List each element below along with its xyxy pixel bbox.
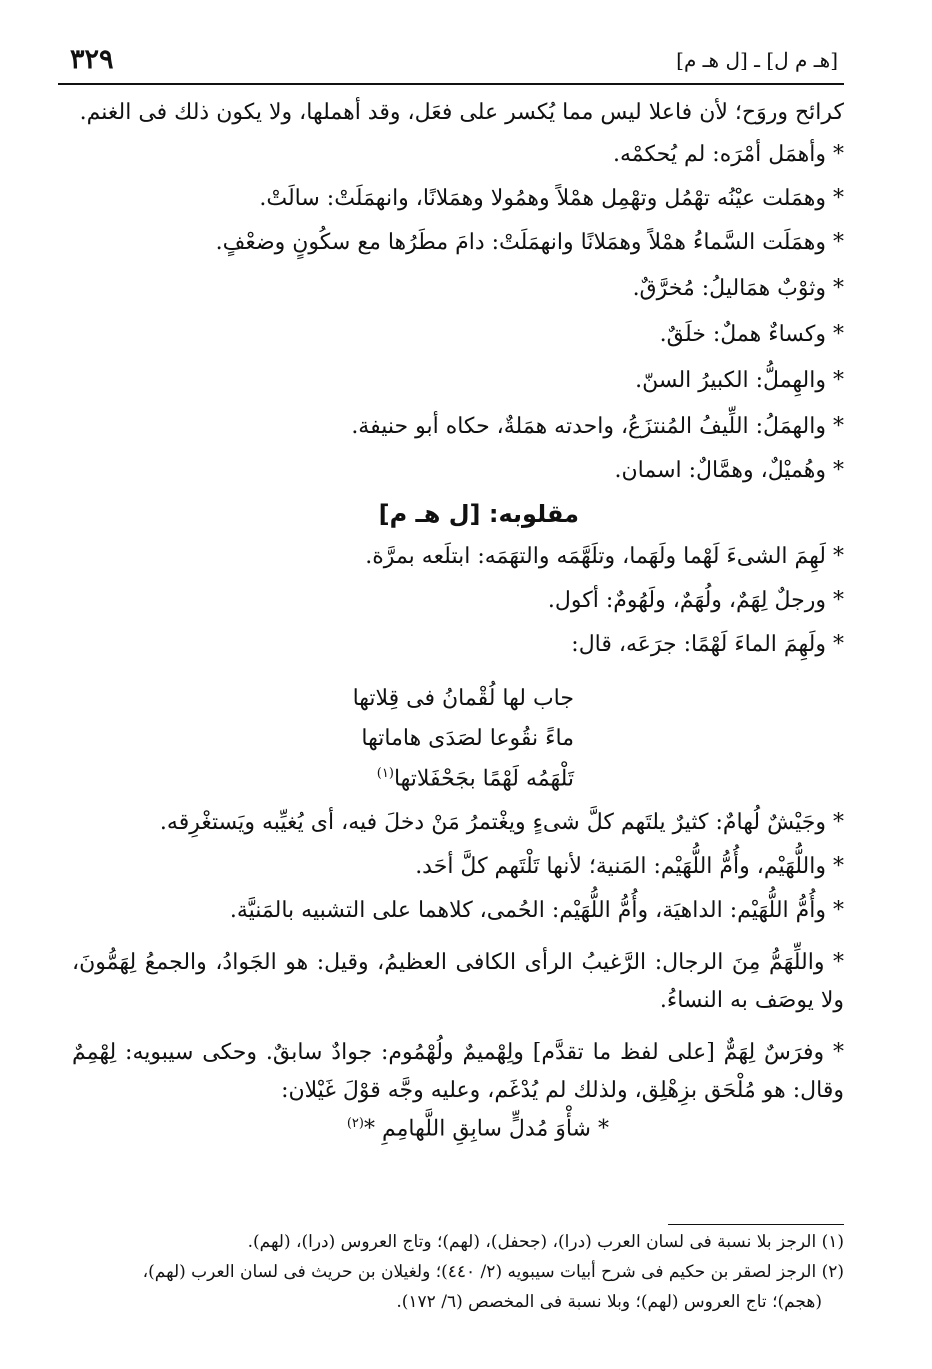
header-rule [58, 83, 844, 85]
footnotes [60, 1232, 844, 1322]
verse-text: تَلْهَمُه لَهْمًا بجَحْفَلاتها [393, 766, 574, 792]
verse-line [72, 766, 574, 810]
verse-line: جاب لها لُقْمانُ فى قِلاتها [352, 686, 574, 711]
footnote-rule [668, 1224, 844, 1225]
page-number: ٣٢٩ [70, 44, 114, 75]
text-line: * وكساءٌ هملٌ: خلَقٌ. [659, 322, 844, 347]
verse-line [72, 1116, 609, 1156]
text-line: * وأُمُّ اللُّهَيْم: الداهيَة، وأُمُّ اللُّهَيْم: الحُمى، كلاهما على التشبيه بالمَنيَّة. [229, 898, 844, 923]
text-line: كرائح وروَح؛ لأن فاعلا ليس مما يُكسر على فعَل، وقد أهملها، ولا يكون ذلك فى الغنم. [79, 100, 844, 125]
text-line: * وهُميْلٌ، وهمَّالٌ: اسمان. [614, 458, 844, 483]
text-line: * ولَهِمَ الماءَ لَهْمًا: جرَعَه، قال: [571, 632, 844, 657]
text-line: * ورجلٌ لِهَمٌ، ولُهَمٌ، ولَهُومٌ: أكول. [547, 588, 844, 613]
footnote: (٢) الرجز لصقر بن حكيم فى شرح أبيات سيبويه (٢/ ٤٤٠)؛ ولغيلان بن حريث فى لسان العرب (لهم)، [142, 1262, 844, 1282]
text-line: * والهِملُّ: الكبيرُ السنّ. [635, 368, 844, 393]
verse-text: * شأْوَ مُدلٍّ سابِقِ اللَّهامِمِ * [363, 1116, 609, 1142]
section-heading: مقلوبه: [ل هـ م] [378, 500, 579, 528]
paragraph: * واللِّهَمُّ مِنَ الرجال: الرَّغيبُ الرأى الكافى العظيمُ، وقيل: هو الجَوادُ، والجمعُ لِهَمُّونَ، ولا يوصَف به النساءُ. [72, 950, 844, 1013]
text-line: * وأهمَل أمْرَه: لم يُحكمْه. [613, 142, 844, 167]
text-line: * وهمَلَت السَّماءُ همْلاً وهمَلانًا وانهمَلَتْ: دامَ مطَرُها مع سكُونٍ وضعْفٍ. [215, 230, 844, 255]
footnote: (١) الرجز بلا نسبة فى لسان العرب (درا)، (جحفل)، (لهم)؛ وتاج العروس (درا)، (لهم). [247, 1232, 844, 1252]
footnote-marker: (١) [376, 766, 394, 781]
page-header [58, 42, 844, 82]
footnote-marker: (٢) [346, 1116, 364, 1131]
text-line: * وجَيْشٌ لُهامٌ: كثيرٌ يلتَهم كلَّ شىءٍ ويغْتمرُ مَنْ دخلَ فيه، أى يُغيِّبه ويَستغْرِقه. [159, 810, 844, 835]
footnote: (هجم)؛ تاج العروس (لهم)؛ وبلا نسبة فى المخصص (٦/ ١٧٢). [396, 1292, 822, 1312]
text-line: * لَهِمَ الشىءَ لَهْما ولَهَما، وتلَهَّمَه والتهَمَه: ابتلَعه بمرَّة. [365, 544, 844, 569]
main-text [72, 100, 844, 1156]
text-line: * واللُّهَيْم، وأُمُّ اللُّهَيْم: المَنية؛ لأنها تَلْتَهم كلَّ أحَد. [415, 854, 844, 879]
text-line: * والهمَلُ: اللِّيفُ المُنتزَعُ، واحدته همَلةٌ، حكاه أبو حنيفة. [351, 414, 844, 439]
text-line: * وثوْبٌ همَاليلُ: مُخرَّقٌ. [632, 276, 844, 301]
verse-line: ماءً نقُوعا لصَدَى هاماتها [361, 726, 574, 751]
running-head: [هـ م ل] ـ [ل هـ م] [676, 48, 838, 72]
paragraph: * وفرَسٌ لِهَمٌّ [على لفظ ما تقدَّم] ولِهْميمٌ ولُهْمُوم: جوادٌ سابقٌ. وحكى سيبويه: لِهْمِمٌ وقال: هو مُلْحَق بزِهْلِق، ولذلك لم يُدْغَم، وعليه وجَّه قوْلَ غَيْلان: [72, 1040, 844, 1103]
text-line: * وهمَلت عيْنُه تهْمُل وتهْمِل همْلاً وهمُولا وهمَلانًا، وانهمَلَتْ: سالَتْ. [259, 186, 844, 211]
